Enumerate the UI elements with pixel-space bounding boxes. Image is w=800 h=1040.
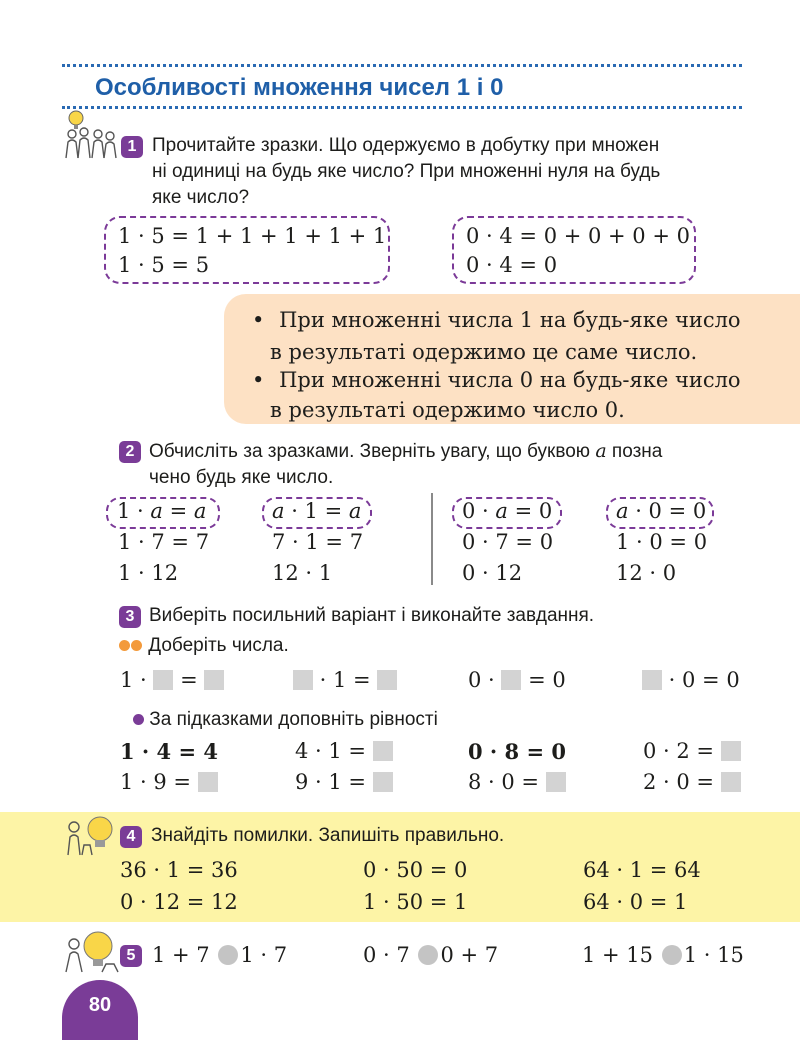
error-equation: 64 · 1 = 64 — [583, 858, 701, 882]
task-1-text-line: яке число? — [152, 187, 250, 208]
example-one-line: 1 · 5 = 5 — [118, 253, 210, 277]
task-3-sub1 — [119, 633, 289, 659]
answer-box[interactable] — [642, 670, 662, 690]
fill-in-exercise — [295, 770, 393, 794]
compare-circle[interactable] — [662, 945, 682, 965]
answer-box[interactable] — [373, 772, 393, 792]
rule-box — [224, 294, 800, 424]
error-equation: 36 · 1 = 36 — [120, 858, 238, 882]
error-equation: 1 · 50 = 1 — [363, 890, 468, 914]
example-zero-line: 0 · 4 = 0 + 0 + 0 + 0 — [466, 224, 690, 248]
sample-equation: 0 · 8 = 0 — [468, 739, 566, 764]
fill-in-exercise: 1 · = — [120, 668, 224, 692]
compare-circle[interactable] — [418, 945, 438, 965]
example-zero-line: 0 · 4 = 0 — [466, 253, 558, 277]
task-1-text — [152, 133, 660, 211]
compare-circle[interactable] — [218, 945, 238, 965]
fill-in-exercise: · 0 = 0 — [642, 668, 740, 692]
equation-text: 4 · 1 = — [295, 739, 367, 763]
letter-a: a — [595, 440, 607, 462]
task-4-text: Знайдіть помилки. Запишіть правильно. — [151, 825, 505, 846]
sample-equation: 1 · 4 = 4 — [120, 739, 218, 764]
exercise: 7 · 1 = 7 — [272, 530, 364, 554]
task-2-text-line — [149, 438, 662, 465]
task-1-number: 1 — [121, 136, 143, 158]
rule-text: в результаті одержимо число 0. — [270, 398, 625, 422]
task-3-text: Виберіть посильний варіант і виконайте завдання. — [149, 605, 595, 626]
compare-exercise — [363, 943, 498, 967]
task-4-number: 4 — [120, 826, 142, 848]
orange-dot-icon — [131, 640, 142, 651]
fill-in-exercise — [120, 770, 218, 794]
equation-text: 9 · 1 = — [295, 770, 367, 794]
expression: 1 · 15 — [683, 943, 744, 967]
fill-in-exercise: · 1 = — [293, 668, 397, 692]
compare-exercise — [582, 943, 744, 967]
equation-text: 2 · 0 = — [643, 770, 715, 794]
task-3-sub2 — [133, 707, 438, 733]
bottom-dotted-rule — [62, 106, 742, 109]
answer-box[interactable] — [721, 772, 741, 792]
pattern-a-times-one: a · 1 = a — [272, 499, 362, 523]
answer-box[interactable] — [377, 670, 397, 690]
equation-text: 1 · 9 = — [120, 770, 192, 794]
answer-box[interactable] — [546, 772, 566, 792]
equation-text: 0 · 2 = — [643, 739, 715, 763]
fill-in-exercise — [468, 770, 566, 794]
error-equation: 0 · 12 = 12 — [120, 890, 238, 914]
task-2-text — [149, 438, 662, 491]
rule-text: в результаті одержимо це саме число. — [270, 340, 698, 364]
task-3-sub1-text: Доберіть числа. — [148, 635, 289, 656]
answer-box[interactable] — [204, 670, 224, 690]
column-divider — [431, 493, 433, 585]
rule-bullet: • — [252, 308, 265, 332]
thinker-lightbulb-icon — [62, 928, 120, 974]
exercise: 0 · 12 — [462, 561, 523, 585]
task-2-number: 2 — [119, 441, 141, 463]
answer-box[interactable] — [721, 741, 741, 761]
exercise: 0 · 7 = 0 — [462, 530, 554, 554]
fill-in-exercise — [643, 739, 741, 763]
thinker-lightbulb-icon — [62, 813, 120, 857]
task-3-sub2-text: За підказками доповніть рівності — [149, 709, 438, 730]
rule-item — [252, 364, 741, 396]
task-2-text-part: позна — [611, 441, 663, 462]
pattern-one-times-a: 1 · a = a — [117, 499, 207, 523]
pattern-a-times-zero: a · 0 = 0 — [616, 499, 707, 523]
task-2-text-part: Обчисліть за зразками. Зверніть увагу, що буквою — [149, 441, 591, 462]
task-3-number: 3 — [119, 606, 141, 628]
task-2-text-line: чено будь яке число. — [149, 467, 334, 488]
answer-box[interactable] — [501, 670, 521, 690]
rule-item — [252, 304, 741, 336]
exercise: 1 · 12 — [118, 561, 179, 585]
answer-box[interactable] — [153, 670, 173, 690]
example-one-line: 1 · 5 = 1 + 1 + 1 + 1 + 1 — [118, 224, 387, 248]
task-1-text-line: Прочитайте зразки. Що одержуємо в добутку при множен — [152, 135, 660, 156]
equation-text: 8 · 0 = — [468, 770, 540, 794]
group-lightbulb-icon — [62, 110, 118, 162]
expression: 1 + 15 — [582, 943, 654, 967]
exercise: 12 · 0 — [616, 561, 677, 585]
error-equation: 0 · 50 = 0 — [363, 858, 468, 882]
fill-in-exercise: 0 · = 0 — [468, 668, 566, 692]
rule-bullet: • — [252, 368, 265, 392]
expression: 1 · 7 — [240, 943, 288, 967]
expression: 0 · 7 — [363, 943, 410, 967]
expression: 1 + 7 — [152, 943, 210, 967]
fill-in-exercise — [295, 739, 393, 763]
answer-box[interactable] — [198, 772, 218, 792]
task-5-number: 5 — [120, 945, 142, 967]
expression: 0 + 7 — [440, 943, 499, 967]
error-equation: 64 · 0 = 1 — [583, 890, 688, 914]
orange-dot-icon — [119, 640, 130, 651]
compare-exercise — [152, 943, 287, 967]
exercise: 1 · 7 = 7 — [118, 530, 210, 554]
top-dotted-rule — [62, 64, 742, 67]
rule-text: При множенні числа 0 на будь-яке число — [279, 368, 741, 392]
exercise: 12 · 1 — [272, 561, 333, 585]
pattern-zero-times-a: 0 · a = 0 — [462, 499, 553, 523]
answer-box[interactable] — [293, 670, 313, 690]
page-title: Особливості множення чисел 1 і 0 — [95, 74, 504, 101]
exercise: 1 · 0 = 0 — [616, 530, 708, 554]
answer-box[interactable] — [373, 741, 393, 761]
page-number: 80 — [62, 980, 138, 1040]
purple-dot-icon — [133, 714, 144, 725]
rule-text: При множенні числа 1 на будь-яке число — [279, 308, 741, 332]
fill-in-exercise — [643, 770, 741, 794]
task-1-text-line: ні одиниці на будь яке число? При множенні нуля на будь — [152, 161, 661, 182]
